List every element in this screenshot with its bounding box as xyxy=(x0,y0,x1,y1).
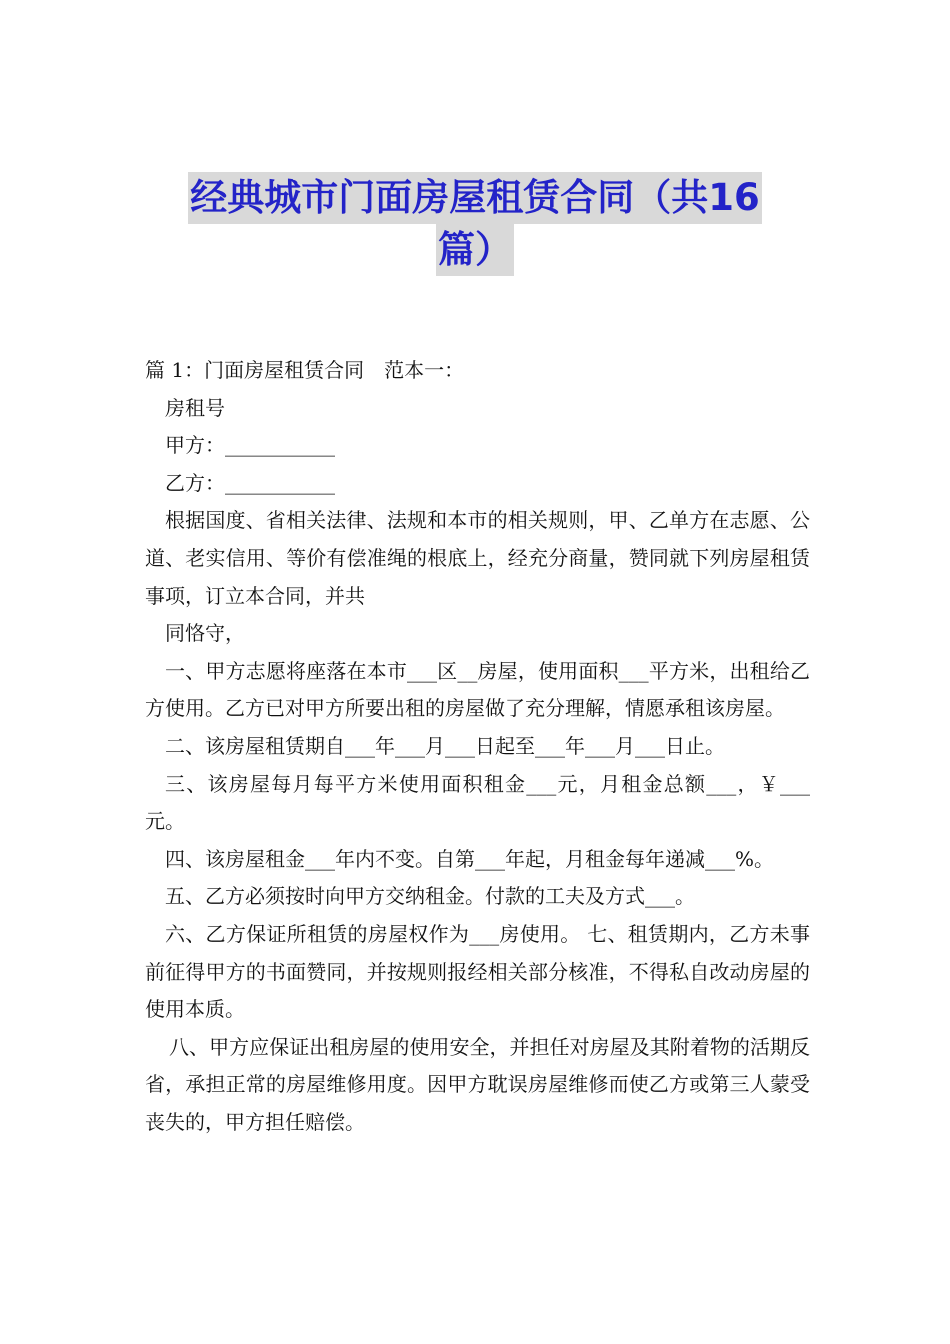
clause-5: 五、乙方必须按时向甲方交纳租金。付款的工夫及方式___。 xyxy=(165,884,695,909)
party-a-line: 甲方：___________ xyxy=(165,433,335,458)
clause-8: 八、甲方应保证出租房屋的使用安全，并担任对房屋及其附着物的活期反省，承担正常的房屋维修用度。因甲方耽误房屋维修而使乙方或第三人蒙受丧失的，甲方担任赔偿。 xyxy=(145,1034,810,1134)
section-heading: 篇 1：门面房屋租赁合同 范本一： xyxy=(145,358,465,382)
document-title xyxy=(0,172,950,276)
clause-3: 三、该房屋每月每平方米使用面积租金___元，月租金总额___，￥___元。 xyxy=(145,771,810,834)
preamble-paragraph: 根据国度、省相关法律、法规和本市的相关规则，甲、乙单方在志愿、公道、老实信用、等价有偿准绳的根底上，经充分商量，赞同就下列房屋租赁事项，订立本合同，并共 xyxy=(145,508,810,608)
document-body xyxy=(145,352,810,1141)
clause-6-7: 六、乙方保证所租赁的房屋权作为___房使用。 七、租赁期内，乙方未事前征得甲方的书面赞同，并按规则报经相关部分核准，不得私自改动房屋的使用本质。 xyxy=(145,921,810,1022)
party-b-line: 乙方：___________ xyxy=(165,470,335,495)
clause-4: 四、该房屋租金___年内不变。自第___年起，月租金每年递减___%。 xyxy=(165,846,775,871)
preamble-continuation: 同恪守， xyxy=(165,621,245,646)
title-line-1: 经典城市门面房屋租赁合同（共16 xyxy=(188,172,762,224)
title-line-2: 篇） xyxy=(436,224,514,276)
clause-1: 一、甲方志愿将座落在本市___区__房屋，使用面积___平方米，出租给乙方使用。乙方已对甲方所要出租的房屋做了充分理解，情愿承租该房屋。 xyxy=(145,658,810,721)
contract-number-line: 房租号 xyxy=(165,395,225,420)
clause-2: 二、该房屋租赁期自___年___月___日起至___年___月___日止。 xyxy=(165,733,725,758)
